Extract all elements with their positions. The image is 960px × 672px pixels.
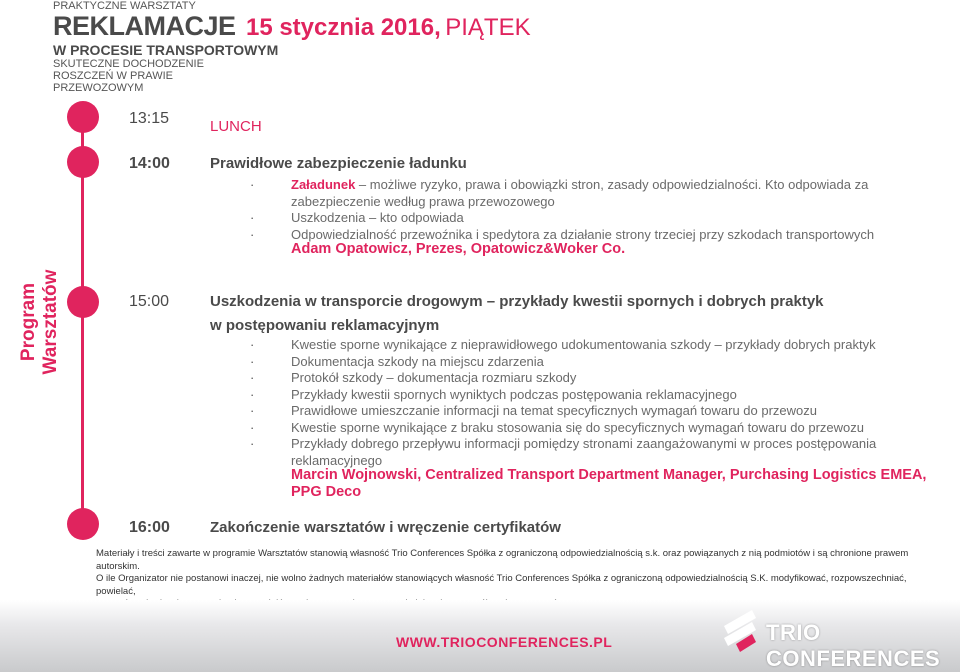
item-text: Uszkodzenia – kto odpowiada — [291, 210, 464, 225]
list-item: · Dokumentacja szkody na miejscu zdarzenia — [250, 354, 920, 371]
header-subline-3: PRZEWOZOWYM — [53, 82, 144, 94]
session-title-1400: Prawidłowe zabezpieczenie ładunku — [210, 155, 467, 172]
timeline-dot-1 — [67, 101, 99, 133]
timeline-dot-2 — [67, 146, 99, 178]
header-kicker: PRAKTYCZNE WARSZTATY — [53, 0, 196, 12]
speaker-1400: Adam Opatowicz, Prezes, Opatowicz&Woker Co. — [291, 241, 626, 257]
header-title: REKLAMACJE — [53, 11, 236, 41]
list-item: · Prawidłowe umieszczanie informacji na temat specyficznych wymagań towaru do przewozu — [250, 403, 920, 420]
list-item: · Kwestie sporne wynikające z braku stosowania się do specyficznych wymagań towaru do przewozu — [250, 420, 920, 437]
timeline-dot-3 — [67, 286, 99, 318]
list-item — [250, 177, 920, 210]
time-1500: 15:00 — [129, 293, 170, 310]
legal-line-1: Materiały i treści zawarte w programie Warsztatów stanowią własność Trio Conferences Spółka z ograniczoną odpowiedzialnością s.k. oraz powiązanych z nią podmiotów i są chronione prawem autorskim. — [96, 548, 909, 572]
item-lead: Załadunek — [291, 177, 356, 192]
list-item: · Kwestie sporne wynikające z nieprawidłowego udokumentowania szkody – przykłady dobrych praktyk — [250, 337, 920, 354]
header-subline-1: SKUTECZNE DOCHODZENIE — [53, 58, 204, 70]
trio-logo-icon — [722, 608, 762, 658]
website-link[interactable]: WWW.TRIOCONFERENCES.PL — [396, 634, 613, 650]
session-title-1500-line2: w postępowaniu reklamacyjnym — [210, 317, 440, 334]
brand-logo-text: TRIO CONFERENCES — [766, 620, 941, 671]
session-items-1500 — [250, 337, 920, 469]
session-title-1500-line1: Uszkodzenia w transporcie drogowym – przykłady kwestii spornych i dobrych praktyk — [210, 293, 824, 310]
session-title-1600: Zakończenie warsztatów i wręczenie certyfikatów — [210, 519, 561, 536]
header-subtitle: W PROCESIE TRANSPORTOWYM — [53, 42, 279, 58]
header-date: 15 stycznia 2016, — [245, 14, 441, 41]
timeline-line — [81, 118, 84, 523]
time-1315: 13:15 — [129, 110, 170, 127]
header-subline-2: ROSZCZEŃ W PRAWIE — [53, 70, 173, 82]
time-1400: 14:00 — [129, 155, 170, 172]
item-text: – możliwe ryzyko, prawa i obowiązki stron, zasady odpowiedzialności. Kto odpowiada za zabezpieczenie według prawa przewozowego — [291, 177, 869, 209]
legal-line-2: O ile Organizator nie postanowi inaczej, nie wolno żadnych materiałów stanowiących własność Trio Conferences Spółka z ograniczoną odpowiedzialnością S.K. modyfikować, rozpowszechniać, powielać, — [96, 573, 907, 597]
time-1600: 16:00 — [129, 519, 170, 536]
header-title-row — [53, 12, 531, 42]
speaker-1500: Marcin Wojnowski, Centralized Transport Department Manager, Purchasing Logistics EMEA, PPG Deco — [291, 467, 927, 500]
list-item: · Przykłady dobrego przepływu informacji pomiędzy stronami zaangażowanymi w proces postępowania reklamacyjnego — [250, 436, 920, 469]
header-day: PIĄTEK — [445, 14, 531, 41]
list-item: · Przykłady kwestii spornych wyniktych podczas postępowania reklamacyjnego — [250, 387, 920, 404]
item-text: Odpowiedzialność przewoźnika i spedytora za działanie strony trzeciej przy szkodach transportowych — [291, 226, 875, 242]
timeline-dot-4 — [67, 508, 99, 540]
session-items-1400 — [250, 177, 920, 243]
list-item — [250, 210, 920, 227]
list-item: · Protokół szkody – dokumentacja rozmiaru szkody — [250, 370, 920, 387]
side-label: Program Warsztatów — [18, 269, 61, 375]
lunch-label: LUNCH — [210, 118, 262, 135]
